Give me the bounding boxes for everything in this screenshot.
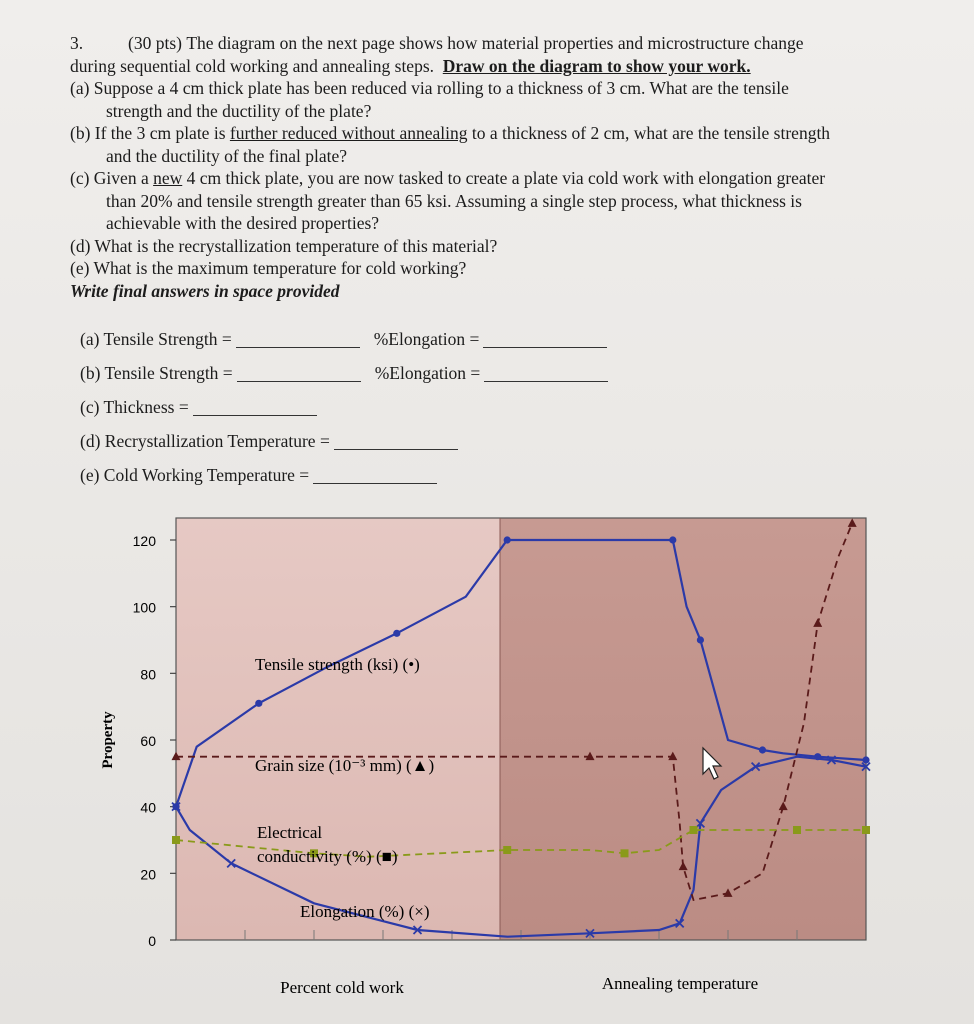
intro-line-2: during sequential cold working and annealing steps. [70, 55, 435, 76]
draw-instruction: Draw on the diagram to show your work. [442, 55, 751, 76]
annotation-elongation: Elongation (%) (×) [300, 902, 430, 921]
y-tick-label: 120 [132, 533, 156, 549]
annealing-region [500, 518, 866, 940]
part-a-line-2: strength and the ductility of the plate? [106, 100, 372, 121]
tensile-point [862, 756, 869, 763]
y-tick-label: 40 [140, 799, 156, 816]
part-c-prefix: (c) Given a [70, 168, 154, 188]
cold-work-region [176, 518, 500, 940]
y-tick-label: 80 [140, 666, 156, 683]
part-b-emphasis: further reduced without annealing [229, 123, 468, 143]
part-c-emphasis: new [153, 168, 183, 188]
tensile-point [504, 536, 511, 543]
part-a-line-1: (a) Suppose a 4 cm thick plate has been reduced via rolling to a thickness of 3 cm. What are the tensile [70, 78, 789, 98]
x-label-cold-work: Percent cold work [280, 978, 404, 997]
part-b-prefix: (b) If the 3 cm plate is [70, 123, 230, 143]
answer-b-tensile-label: (b) Tensile Strength = [80, 362, 233, 383]
answer-a-elong-label: %Elongation = [373, 328, 480, 349]
tensile-point [255, 700, 262, 707]
y-tick-label: 60 [140, 733, 156, 749]
y-tick-label: 20 [140, 866, 156, 883]
x-label-annealing: Annealing temperature [601, 974, 759, 993]
part-c-line-3: achievable with the desired properties? [106, 213, 380, 233]
part-c-line-2: than 20% and tensile strength greater than 65 ksi. Assuming a single step process, what thickness is [106, 190, 802, 211]
part-d: (d) What is the recrystallization temperature of this material? [70, 235, 498, 256]
conductivity-point [621, 849, 629, 857]
answer-e-label: (e) Cold Working Temperature = [80, 464, 310, 485]
part-e: (e) What is the maximum temperature for cold working? [70, 258, 467, 278]
conductivity-point [862, 826, 870, 834]
annotation-electrical-2: conductivity (%) (■) [257, 847, 398, 866]
tensile-point [697, 636, 704, 643]
annotation-tensile: Tensile strength (ksi) (•) [255, 655, 420, 674]
answer-a-tensile-label: (a) Tensile Strength = [80, 328, 232, 349]
tensile-point [393, 630, 400, 637]
y-axis-label: Property [100, 711, 116, 769]
part-b-suffix: to a thickness of 2 cm, what are the tensile strength [467, 123, 831, 143]
answer-c-label: (c) Thickness = [80, 396, 189, 417]
part-c-suffix: 4 cm thick plate, you are now tasked to create a plate via cold work with elongation greater [182, 168, 826, 188]
y-tick-label: 0 [148, 933, 156, 949]
final-answer-instruction: Write final answers in space provided [70, 280, 340, 301]
question-number: 3. [70, 33, 84, 53]
y-tick-label: 100 [132, 599, 156, 616]
answer-d-label: (d) Recrystallization Temperature = [80, 430, 330, 451]
conductivity-point [503, 846, 511, 854]
intro-line-1: The diagram on the next page shows how material properties and microstructure change [186, 33, 804, 53]
annotation-grain: Grain size (10⁻³ mm) (▲) [255, 756, 435, 775]
tensile-point [759, 746, 766, 753]
conductivity-point [172, 836, 180, 844]
part-b-line-2: and the ductility of the final plate? [106, 145, 348, 166]
conductivity-point [793, 826, 801, 834]
answer-b-elong-label: %Elongation = [374, 362, 481, 383]
question-points: (30 pts) [128, 33, 182, 53]
conductivity-point [690, 826, 698, 834]
tensile-point [669, 536, 676, 543]
annotation-electrical-1: Electrical [257, 823, 323, 842]
